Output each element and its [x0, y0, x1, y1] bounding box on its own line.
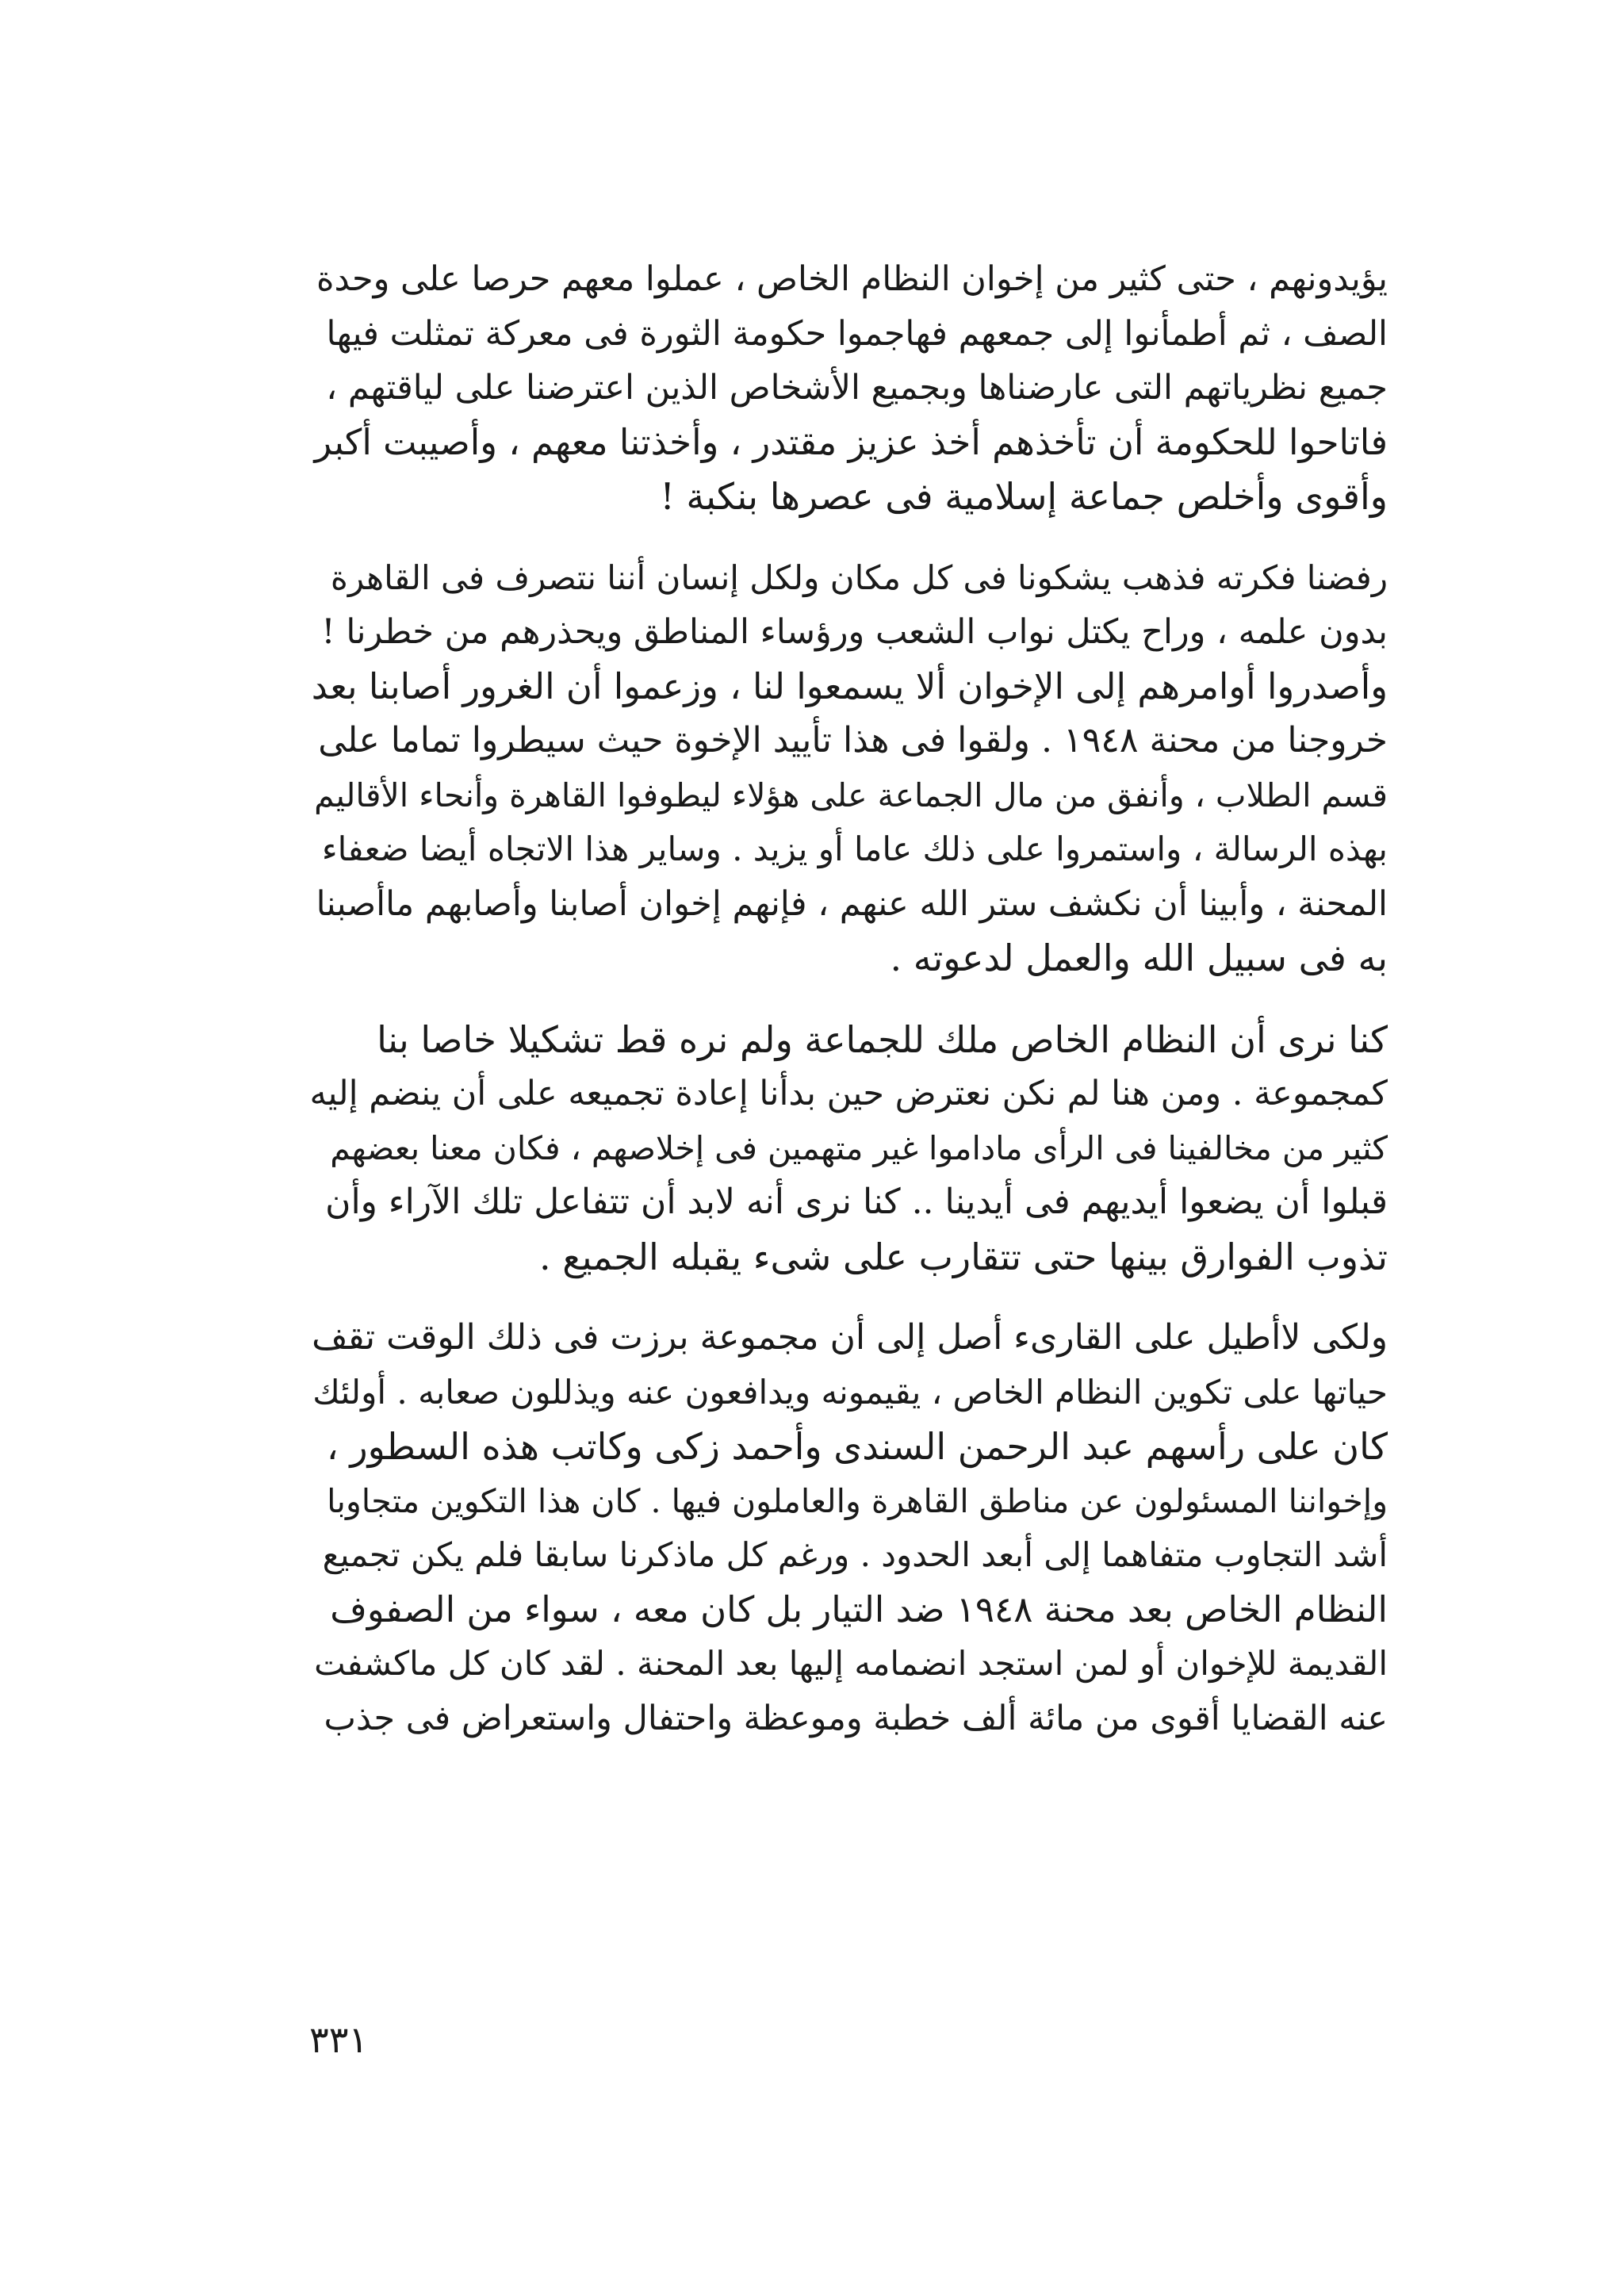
body-text [309, 252, 1388, 1772]
text-line: بهذه الرسالة ، واستمروا على ذلك عاما أو يزيد . وساير هذا الاتجاه أيضا ضعفاء [321, 829, 1388, 868]
text-line: ولكى لاأطيل على القارىء أصل إلى أن مجموعة برزت فى ذلك الوقت تقف [312, 1317, 1388, 1358]
paragraph [309, 551, 1388, 986]
text-line: وأقوى وأخلص جماعة إسلامية فى عصرها بنكبة ! [660, 475, 1388, 518]
text-line: أشد التجاوب متفاهما إلى أبعد الحدود . ورغم كل ماذكرنا سابقا فلم يكن تجميع [322, 1535, 1388, 1574]
page-number: ٣٣١ [309, 2018, 369, 2061]
text-line: كنا نرى أن النظام الخاص ملك للجماعة ولم نره قط تشكيلا خاصا بنا [377, 1017, 1388, 1061]
text-line: الصف ، ثم أطمأنوا إلى جمعهم فهاجموا حكومة الثورة فى معركة تمثلت فيها [326, 313, 1388, 354]
text-line: رفضنا فكرته فذهب يشكونا فى كل مكان ولكل إنسان أننا نتصرف فى القاهرة [330, 557, 1388, 597]
text-line: وإخواننا المسئولون عن مناطق القاهرة والعاملون فيها . كان هذا التكوين متجاوبا [327, 1481, 1388, 1520]
text-line: المحنة ، وأبينا أن نكشف ستر الله عنهم ، فإنهم إخوان أصابنا وأصابهم ماأصبنا [316, 883, 1388, 924]
paragraph [309, 252, 1388, 524]
text-line: كثير من مخالفينا فى الرأى ماداموا غير متهمين فى إخلاصهم ، فكان معنا بعضهم [330, 1128, 1388, 1167]
text-line: به فى سبيل الله والعمل لدعوته . [890, 937, 1388, 979]
text-line: يؤيدونهم ، حتى كثير من إخوان النظام الخاص ، عملوا معهم حرصا على وحدة [316, 259, 1388, 299]
text-line: حياتها على تكوين النظام الخاص ، يقيمونه ويدافعون عنه ويذللون صعابه . أولئك [312, 1372, 1388, 1412]
text-line: وأصدروا أوامرهم إلى الإخوان ألا يسمعوا لنا ، وزعموا أن الغرور أصابنا بعد [311, 665, 1388, 707]
paragraph [309, 1013, 1388, 1285]
text-line: جميع نظرياتهم التى عارضناها وبجميع الأشخاص الذين اعترضنا على لياقتهم ، [326, 368, 1388, 408]
paragraph [309, 1311, 1388, 1745]
text-line: قسم الطلاب ، وأنفق من مال الجماعة على هؤلاء ليطوفوا القاهرة وأنحاء الأقاليم [314, 776, 1388, 814]
text-line: عنه القضايا أقوى من مائة ألف خطبة وموعظة واحتفال واستعراض فى جذب [324, 1698, 1388, 1738]
text-line: تذوب الفوارق بينها حتى تتقارب على شىء يقبله الجميع . [539, 1235, 1388, 1278]
text-line: القديمة للإخوان أو لمن استجد انضمامه إليها بعد المحنة . لقد كان كل ماكشفت [314, 1644, 1388, 1683]
text-line: خروجنا من محنة ١٩٤٨ . ولقوا فى هذا تأييد الإخوة حيث سيطروا تماما على [318, 720, 1388, 760]
text-line: النظام الخاص بعد محنة ١٩٤٨ ضد التيار بل كان معه ، سواء من الصفوف [330, 1588, 1388, 1630]
text-line: كمجموعة . ومن هنا لم نكن نعترض حين بدأنا إعادة تجميعه على أن ينضم إليه [309, 1074, 1388, 1113]
text-line: كان على رأسهم عبد الرحمن السندى وأحمد زكى وكاتب هذه السطور ، [326, 1425, 1388, 1468]
text-line: فاتاحوا للحكومة أن تأخذهم أخذ عزيز مقتدر ، وأخذتنا معهم ، وأصيبت أكبر [314, 420, 1388, 463]
text-line: قبلوا أن يضعوا أيديهم فى أيدينا .. كنا نرى أنه لابد أن تتفاعل تلك الآراء وأن [325, 1182, 1388, 1222]
text-line: بدون علمه ، وراح يكتل نواب الشعب ورؤساء المناطق ويحذرهم من خطرنا ! [321, 612, 1388, 652]
